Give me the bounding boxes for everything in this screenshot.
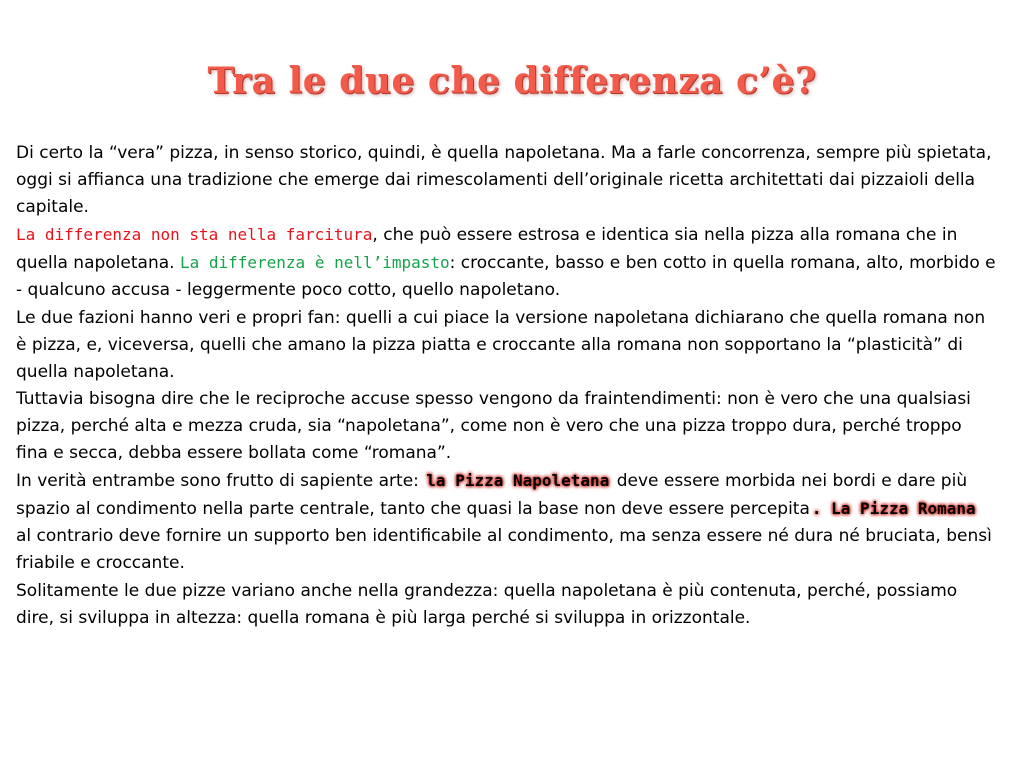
paragraph-2-text-b: : croccante, basso e ben cotto in quella romana, alto, morbido e - qualcuno accusa - leggermente poco cotto, quello napoletano. xyxy=(16,253,996,301)
paragraph-1: Di certo la “vera” pizza, in senso storico, quindi, è quella napoletana. Ma a farle concorrenza, sempre più spietata, oggi si affianca una tradizione che emerge dai rimescolamenti dell’originale ricetta architettati dai pizzaioli della capitale. xyxy=(16,143,992,218)
highlight-pizza-napoletana: la Pizza Napoletana xyxy=(426,471,610,491)
paragraph-5-text-c: al contrario deve fornire un supporto ben identificabile al condimento, ma senza essere né dura né bruciata, bensì friabile e croccante. xyxy=(16,526,992,574)
highlight-pizza-romana: . La Pizza Romana xyxy=(811,499,976,519)
paragraph-2-text-a: , che può essere estrosa e identica sia nella pizza alla romana che in quella napoletana. xyxy=(16,225,958,274)
slide-title: Tra le due che differenza c’è? xyxy=(207,60,817,102)
red-emphasis: La differenza non sta nella farcitura xyxy=(16,225,373,245)
paragraph-6: Solitamente le due pizze variano anche nella grandezza: quella napoletana è più contenuta, perché, possiamo dire, si sviluppa in altezza: quella romana è più larga perché si sviluppa in orizzontale. xyxy=(16,580,958,628)
green-emphasis: La differenza è nell’impasto xyxy=(179,253,450,273)
paragraph-5 xyxy=(16,467,996,577)
slide-body xyxy=(16,140,996,632)
paragraph-4: Tuttavia bisogna dire che le reciproche accuse spesso vengono da fraintendimenti: non è vero che una qualsiasi pizza, perché alta e mezza cruda, sia “napoletana”, come non è vero che una pizza troppo dura, perché troppo fina e secca, debba essere bollata come “romana”. xyxy=(16,388,971,464)
paragraph-5-text-a: In verità entrambe sono frutto di sapiente arte: xyxy=(16,471,425,492)
paragraph-2 xyxy=(16,221,996,304)
paragraph-3: Le due fazioni hanno veri e propri fan: quelli a cui piace la versione napoletana dichiarano che quella romana non è pizza, e, viceversa, quelli che amano la pizza piatta e croccante alla romana non sopportano la “plasticità” di quella napoletana. xyxy=(16,307,986,382)
paragraph-5-text-b: deve essere morbida nei bordi e dare più spazio al condimento nella parte centrale, tanto che quasi la base non deve essere percepita xyxy=(16,471,968,520)
